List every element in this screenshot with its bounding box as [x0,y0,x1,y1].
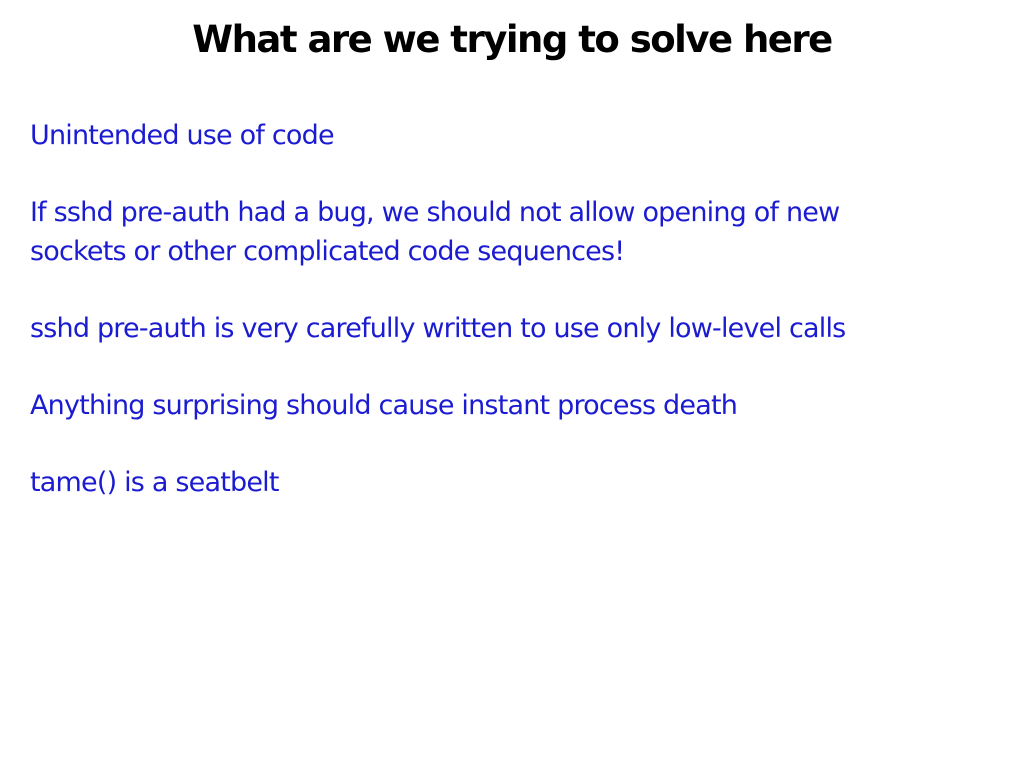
paragraph-unintended-use [30,116,1008,155]
paragraph-line: If sshd pre-auth had a bug, we should not allow opening of new [30,197,840,228]
paragraph-line: Unintended use of code [30,120,334,151]
paragraph-line: tame() is a seatbelt [30,467,279,498]
paragraph-process-death [30,386,1008,425]
paragraph-line: sockets or other complicated code sequences! [30,236,625,267]
paragraph-tame-seatbelt [30,463,1008,502]
slide-body [30,116,1008,540]
paragraph-line: Anything surprising should cause instant process death [30,390,738,421]
paragraph-sshd-bug [30,193,1008,271]
paragraph-low-level-calls [30,309,1008,348]
paragraph-line: sshd pre-auth is very carefully written to use only low-level calls [30,313,846,344]
slide-title: What are we trying to solve here [192,18,832,61]
